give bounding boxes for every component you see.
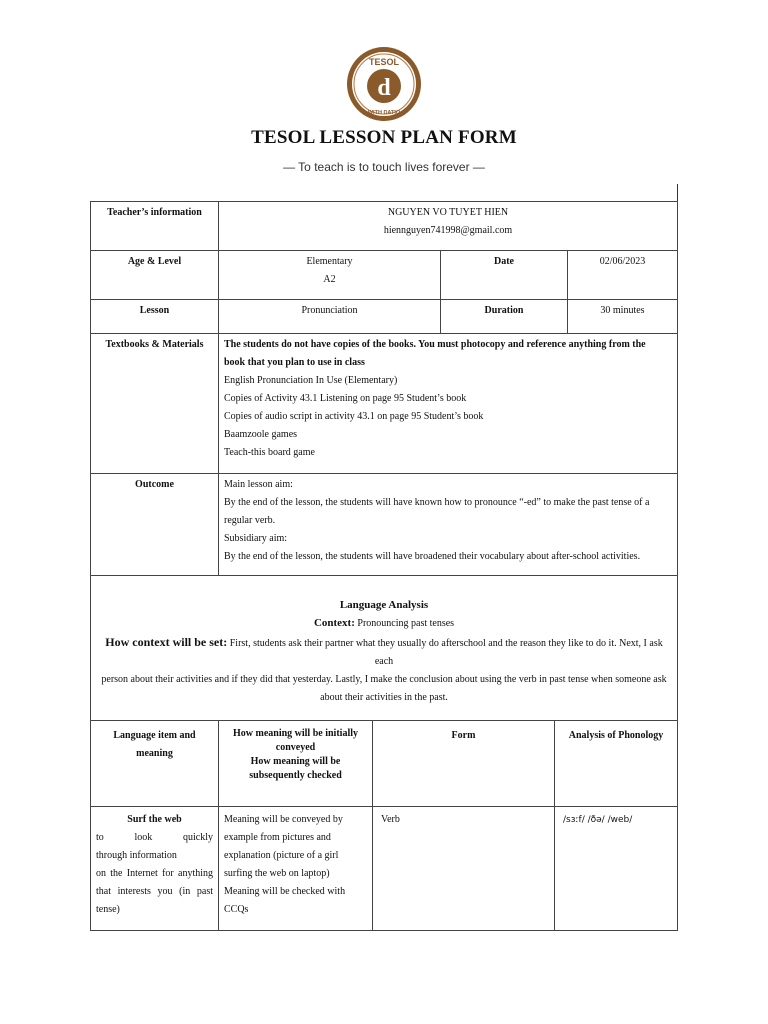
material-item: Copies of audio script in activity 43.1 on page 95 Student’s book — [224, 411, 484, 422]
header-meaning — [218, 720, 373, 807]
outcome-line: Subsidiary aim: — [224, 533, 288, 544]
header-text: Form — [451, 730, 476, 741]
age-value-cell — [218, 250, 441, 300]
header-text: subsequently checked — [249, 770, 342, 781]
teacher-info-cell — [218, 201, 678, 251]
age-level-2: A2 — [323, 274, 336, 285]
outcome-line: Main lesson aim: — [224, 479, 293, 490]
item-meaning-line: tense) — [96, 904, 120, 915]
context-set-line-1: First, students ask their partner what they usually do afterschool and the reason they like to do it. Next, I ask each — [229, 638, 663, 667]
tagline: — To teach is to touch lives forever — — [283, 160, 485, 174]
header-text: meaning — [136, 748, 173, 759]
row-meaning — [218, 806, 373, 931]
header-text: How meaning will be — [250, 756, 341, 767]
teacher-label-cell — [90, 201, 219, 251]
context-label: Context: — [313, 617, 355, 629]
outcome-cell — [218, 473, 678, 576]
duration-label: Duration — [484, 305, 524, 316]
header-text: Analysis of Phonology — [568, 730, 664, 741]
lesson-label-cell — [90, 299, 219, 334]
context-set-line-3: about their activities in the past. — [320, 692, 448, 703]
page-title: TESOL LESSON PLAN FORM — [251, 127, 517, 148]
lesson-value: Pronunciation — [301, 305, 358, 316]
logo-bottom-text: WITH DATIO — [367, 110, 401, 116]
teacher-label: Teacher’s information — [107, 207, 202, 218]
meaning-line: CCQs — [224, 904, 249, 915]
row-language-item — [90, 806, 219, 931]
age-level-1: Elementary — [306, 256, 353, 267]
form-value: Verb — [381, 814, 400, 825]
material-item: Copies of Activity 43.1 Listening on page 95 Student’s book — [224, 393, 467, 404]
meaning-line: surfing the web on laptop) — [224, 868, 330, 879]
tesol-logo — [346, 46, 422, 122]
lesson-value-cell — [218, 299, 441, 334]
teacher-name: NGUYEN VO TUYET HIEN — [387, 207, 509, 218]
meaning-line: Meaning will be conveyed by — [224, 814, 343, 825]
date-label: Date — [494, 256, 514, 267]
teacher-email: hiennguyen741998@gmail.com — [383, 225, 513, 236]
materials-cell — [218, 333, 678, 474]
header-language-item — [90, 720, 219, 807]
meaning-line: explanation (picture of a girl — [224, 850, 339, 861]
item-meaning-line: that interests you (in past — [96, 886, 213, 897]
context-value: Pronouncing past tenses — [357, 618, 455, 629]
date-label-cell — [440, 250, 568, 300]
age-label-cell — [90, 250, 219, 300]
outcome-label-cell — [90, 473, 219, 576]
duration-label-cell — [440, 299, 568, 334]
date-value: 02/06/2023 — [599, 256, 646, 267]
logo-top-text: TESOL — [368, 57, 400, 67]
row-phonology — [554, 806, 678, 931]
context-set-line-2: person about their activities and if they did that yesterday. Lastly, I make the conclusion about using the verb in past tense when someone ask — [101, 674, 667, 685]
item-meaning-line: on the Internet for anything — [96, 868, 213, 879]
logo-letter: d — [377, 75, 391, 101]
lesson-label: Lesson — [139, 305, 170, 316]
material-item: Teach-this board game — [224, 447, 315, 458]
item-meaning-line: through information — [96, 850, 177, 861]
header-form — [372, 720, 555, 807]
materials-note-1: The students do not have copies of the books. You must photocopy and reference anything from the — [224, 339, 646, 350]
materials-note-2: book that you plan to use in class — [224, 357, 365, 368]
age-label: Age & Level — [127, 256, 182, 267]
divider — [677, 184, 678, 202]
item-meaning-line: to look quickly — [96, 832, 213, 843]
header-phonology — [554, 720, 678, 807]
outcome-label: Outcome — [135, 479, 174, 490]
material-item: Baamzoole games — [224, 429, 298, 440]
outcome-line: By the end of the lesson, the students will have known how to pronounce “-ed” to make the past tense of a — [224, 497, 650, 508]
materials-label-cell — [90, 333, 219, 474]
header-text: Language item and — [113, 730, 196, 741]
outcome-line: regular verb. — [224, 515, 276, 526]
item-title: Surf the web — [127, 814, 182, 825]
materials-label: Textbooks & Materials — [105, 339, 204, 350]
context-set-label: How context will be set: — [105, 635, 228, 649]
date-value-cell — [567, 250, 678, 300]
meaning-line: example from pictures and — [224, 832, 331, 843]
outcome-line: By the end of the lesson, the students will have broadened their vocabulary about after-school activities. — [224, 551, 641, 562]
analysis-heading: Language Analysis — [339, 599, 429, 611]
duration-value: 30 minutes — [600, 305, 645, 316]
phonology-value: /sɜːf/ /ðə/ /web/ — [563, 815, 633, 825]
header-text: How meaning will be initially — [232, 728, 358, 739]
duration-value-cell — [567, 299, 678, 334]
header-text: conveyed — [275, 742, 316, 753]
material-item: English Pronunciation In Use (Elementary) — [224, 375, 398, 386]
meaning-line: Meaning will be checked with — [224, 886, 346, 897]
language-analysis-cell — [90, 575, 678, 721]
row-form — [372, 806, 555, 931]
